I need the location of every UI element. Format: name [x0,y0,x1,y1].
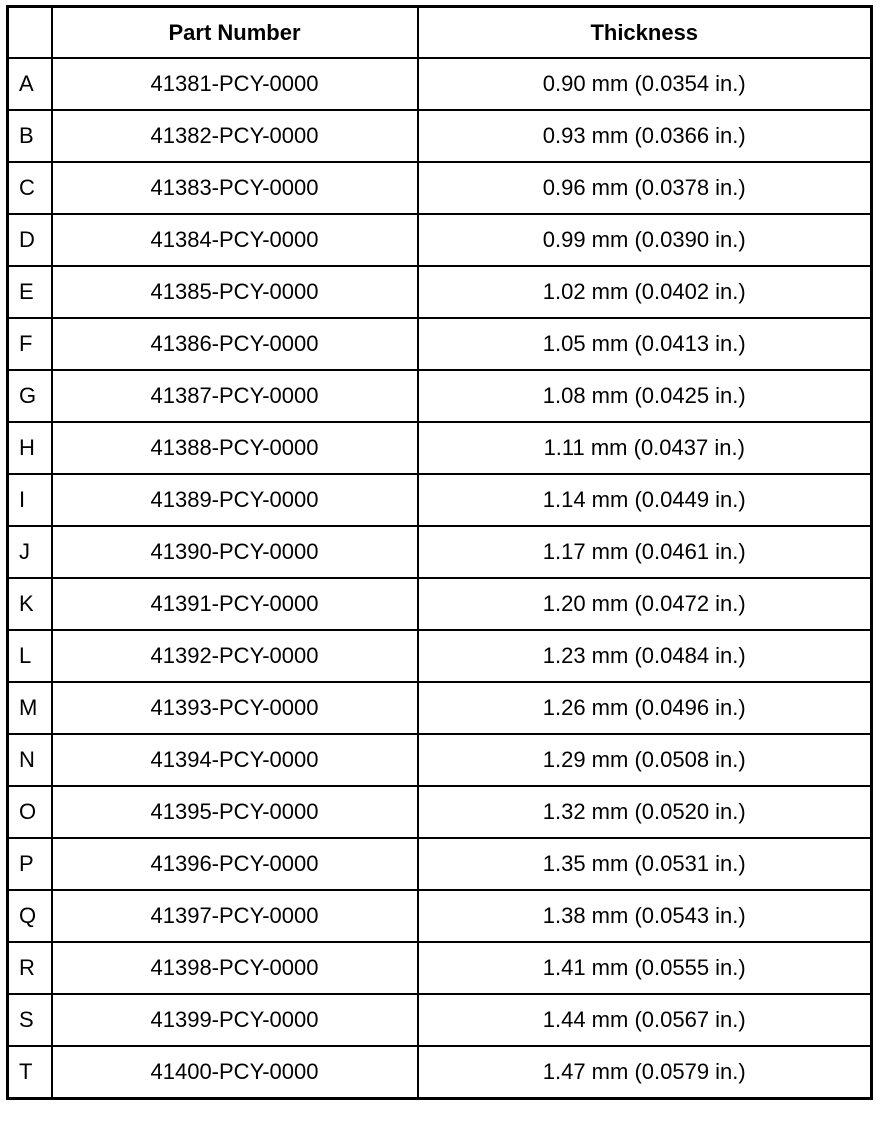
table-row [8,786,872,838]
table-row [8,734,872,786]
thickness-cell: 1.38 mm (0.0543 in.) [418,890,872,942]
thickness-cell: 1.23 mm (0.0484 in.) [418,630,872,682]
table-row [8,422,872,474]
thickness-cell: 1.35 mm (0.0531 in.) [418,838,872,890]
part-number-cell: 41392-PCY-0000 [52,630,418,682]
row-letter-cell: L [8,630,52,682]
thickness-cell: 0.99 mm (0.0390 in.) [418,214,872,266]
table-row [8,58,872,110]
part-number-cell: 41388-PCY-0000 [52,422,418,474]
row-letter-cell: D [8,214,52,266]
part-number-cell: 41387-PCY-0000 [52,370,418,422]
thickness-cell: 1.26 mm (0.0496 in.) [418,682,872,734]
thickness-cell: 1.11 mm (0.0437 in.) [418,422,872,474]
thickness-table [6,5,873,1100]
table-row [8,682,872,734]
thickness-cell: 1.20 mm (0.0472 in.) [418,578,872,630]
part-number-cell: 41397-PCY-0000 [52,890,418,942]
row-letter-cell: G [8,370,52,422]
part-number-cell: 41385-PCY-0000 [52,266,418,318]
table-header-row [8,7,872,59]
row-letter-cell: H [8,422,52,474]
table-row [8,318,872,370]
row-letter-cell: O [8,786,52,838]
thickness-cell: 1.32 mm (0.0520 in.) [418,786,872,838]
thickness-cell: 0.96 mm (0.0378 in.) [418,162,872,214]
thickness-table-container [6,5,873,1100]
row-letter-cell: R [8,942,52,994]
thickness-cell: 1.17 mm (0.0461 in.) [418,526,872,578]
thickness-cell: 1.44 mm (0.0567 in.) [418,994,872,1046]
row-letter-cell: A [8,58,52,110]
part-number-cell: 41400-PCY-0000 [52,1046,418,1099]
row-letter-cell: E [8,266,52,318]
part-number-cell: 41394-PCY-0000 [52,734,418,786]
thickness-cell: 1.41 mm (0.0555 in.) [418,942,872,994]
part-number-cell: 41395-PCY-0000 [52,786,418,838]
thickness-cell: 1.05 mm (0.0413 in.) [418,318,872,370]
thickness-cell: 1.08 mm (0.0425 in.) [418,370,872,422]
part-number-cell: 41399-PCY-0000 [52,994,418,1046]
header-part-number: Part Number [52,7,418,59]
part-number-cell: 41382-PCY-0000 [52,110,418,162]
thickness-cell: 0.90 mm (0.0354 in.) [418,58,872,110]
table-body [8,58,872,1099]
row-letter-cell: B [8,110,52,162]
thickness-cell: 1.14 mm (0.0449 in.) [418,474,872,526]
table-row [8,266,872,318]
part-number-cell: 41383-PCY-0000 [52,162,418,214]
thickness-cell: 0.93 mm (0.0366 in.) [418,110,872,162]
header-thickness: Thickness [418,7,872,59]
part-number-cell: 41381-PCY-0000 [52,58,418,110]
thickness-cell: 1.29 mm (0.0508 in.) [418,734,872,786]
table-row [8,370,872,422]
table-row [8,838,872,890]
part-number-cell: 41398-PCY-0000 [52,942,418,994]
table-row [8,578,872,630]
thickness-cell: 1.47 mm (0.0579 in.) [418,1046,872,1099]
row-letter-cell: C [8,162,52,214]
row-letter-cell: T [8,1046,52,1099]
table-row [8,942,872,994]
row-letter-cell: J [8,526,52,578]
row-letter-cell: M [8,682,52,734]
table-row [8,890,872,942]
table-row [8,474,872,526]
table-row [8,994,872,1046]
row-letter-cell: S [8,994,52,1046]
part-number-cell: 41389-PCY-0000 [52,474,418,526]
part-number-cell: 41386-PCY-0000 [52,318,418,370]
row-letter-cell: K [8,578,52,630]
table-row [8,162,872,214]
part-number-cell: 41391-PCY-0000 [52,578,418,630]
row-letter-cell: P [8,838,52,890]
table-row [8,214,872,266]
row-letter-cell: I [8,474,52,526]
row-letter-cell: Q [8,890,52,942]
part-number-cell: 41390-PCY-0000 [52,526,418,578]
table-row [8,110,872,162]
table-row [8,1046,872,1099]
thickness-cell: 1.02 mm (0.0402 in.) [418,266,872,318]
part-number-cell: 41393-PCY-0000 [52,682,418,734]
row-letter-cell: F [8,318,52,370]
table-row [8,630,872,682]
table-row [8,526,872,578]
part-number-cell: 41396-PCY-0000 [52,838,418,890]
row-letter-cell: N [8,734,52,786]
header-letter [8,7,52,59]
part-number-cell: 41384-PCY-0000 [52,214,418,266]
